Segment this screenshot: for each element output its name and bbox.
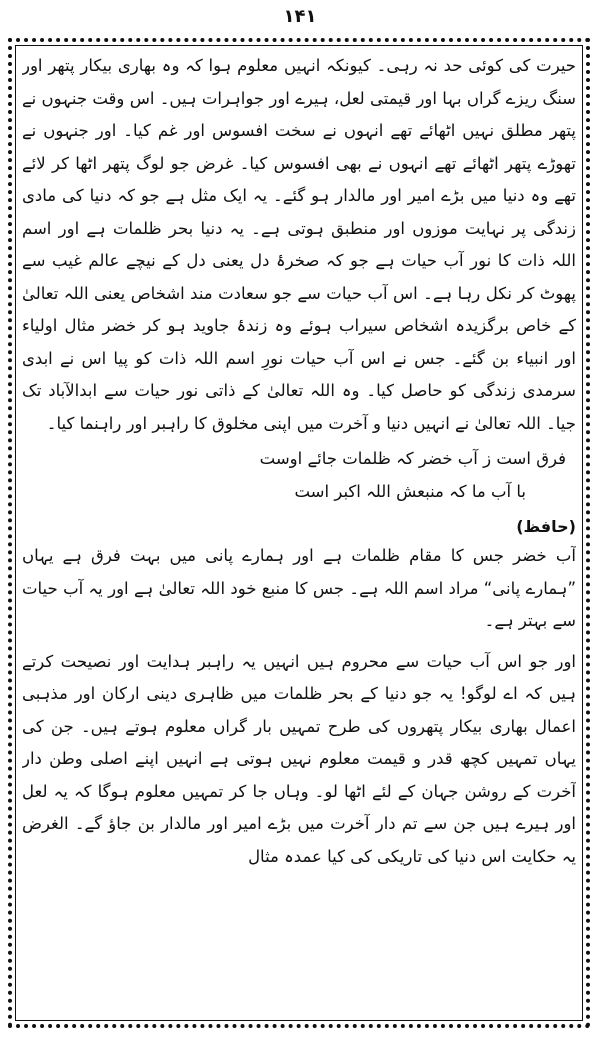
paragraph: حیرت کی کوئی حد نہ رہی۔ کیونکہ انہیں معلوم ہوا کہ وہ بھاری بیکار پتھر اور سنگ ریزے گراں بہا اور قیمتی لعل، ہیرے اور جواہرات ہیں۔ اس وقت جنہوں نے پتھر مطلق نہیں اٹھائے تھے انہوں نے سخت افسوس اور غم کیا۔ اور جنہوں نے تھوڑے پتھر اٹھائے تھے انہوں نے بھی افسوس کیا۔ غرض جو لوگ پتھر اٹھا کر لائے تھے وہ دنیا میں بڑے امیر اور مالدار ہو گئے۔ یہ ایک مثل ہے جو کہ دنیا کی مادی زندگی پر نہایت موزوں اور منطبق ہوتی ہے۔ یہ دنیا بحر ظلمات ہے اور اسم اللہ ذات کا نور آب حیات ہے جو کہ صخرۂ دل یعنی دل کے نیچے عالم غیب سے پھوٹ کر نکل رہا ہے۔ اس آب حیات سے جو سعادت مند اشخاص یعنی اللہ تعالیٰ کے خاص برگزیدہ اشخاص سیراب ہوئے وہ زندۂ جاوید ہو کر خضر مثال اولیاء اور انبیاء بن گئے۔ جس نے اس آب حیات نورِ اسم اللہ ذات کو پیا اس نے ابدی سرمدی زندگی کو حاصل کیا۔ وہ اللہ تعالیٰ کے ذاتی نور حیات سے ابدالآباد تک جیا۔ اللہ تعالیٰ نے انہیں دنیا و آخرت میں اپنی مخلوق کا راہبر اور راہنما کیا۔ — [22, 56, 576, 433]
page-body — [22, 50, 576, 1018]
couplet-line-2: با آب ما کہ منبعش اللہ اکبر است — [294, 482, 526, 501]
page-number: ۱۴۱ — [283, 6, 317, 27]
poet-attribution: (حافظ) — [516, 517, 576, 536]
paragraph: اور جو اس آب حیات سے محروم ہیں انہیں یہ راہبر ہدایت اور نصیحت کرتے ہیں کہ اے لوگو! یہ جو دنیا کے بحر ظلمات میں ظاہری دینی ارکان اور مذہبی اعمال بھاری بیکار پتھروں کی طرح تمہیں بار گراں معلوم ہوتے ہیں۔ جن کی یہاں تمہیں کچھ قدر و قیمت معلوم نہیں ہوتی ہے انہیں اپنے اصلی وطن دار آخرت کے روشن جہان کے لئے اٹھا لو۔ وہاں جا کر تمہیں معلوم ہوگا کہ یہ لعل اور ہیرے ہیں جن سے تم دار آخرت میں بڑے امیر اور مالدار بن جاؤ گے۔ الغرض یہ حکایت اس دنیا کی تاریکی کی کیا عمدہ مثال — [22, 651, 576, 866]
paragraph: آب خضر جس کا مقام ظلمات ہے اور ہمارے پانی میں بہت فرق ہے یہاں ”ہمارے پانی“ مراد اسم اللہ ہے۔ جس کا منبع خود اللہ تعالیٰ ہے اور یہ آب حیات سے بہتر ہے۔ — [22, 546, 576, 630]
couplet-line-1: فرق است ز آب خضر کہ ظلمات جائے اوست — [259, 449, 566, 468]
persian-couplet — [22, 442, 576, 508]
paragraph-gap — [22, 638, 576, 646]
